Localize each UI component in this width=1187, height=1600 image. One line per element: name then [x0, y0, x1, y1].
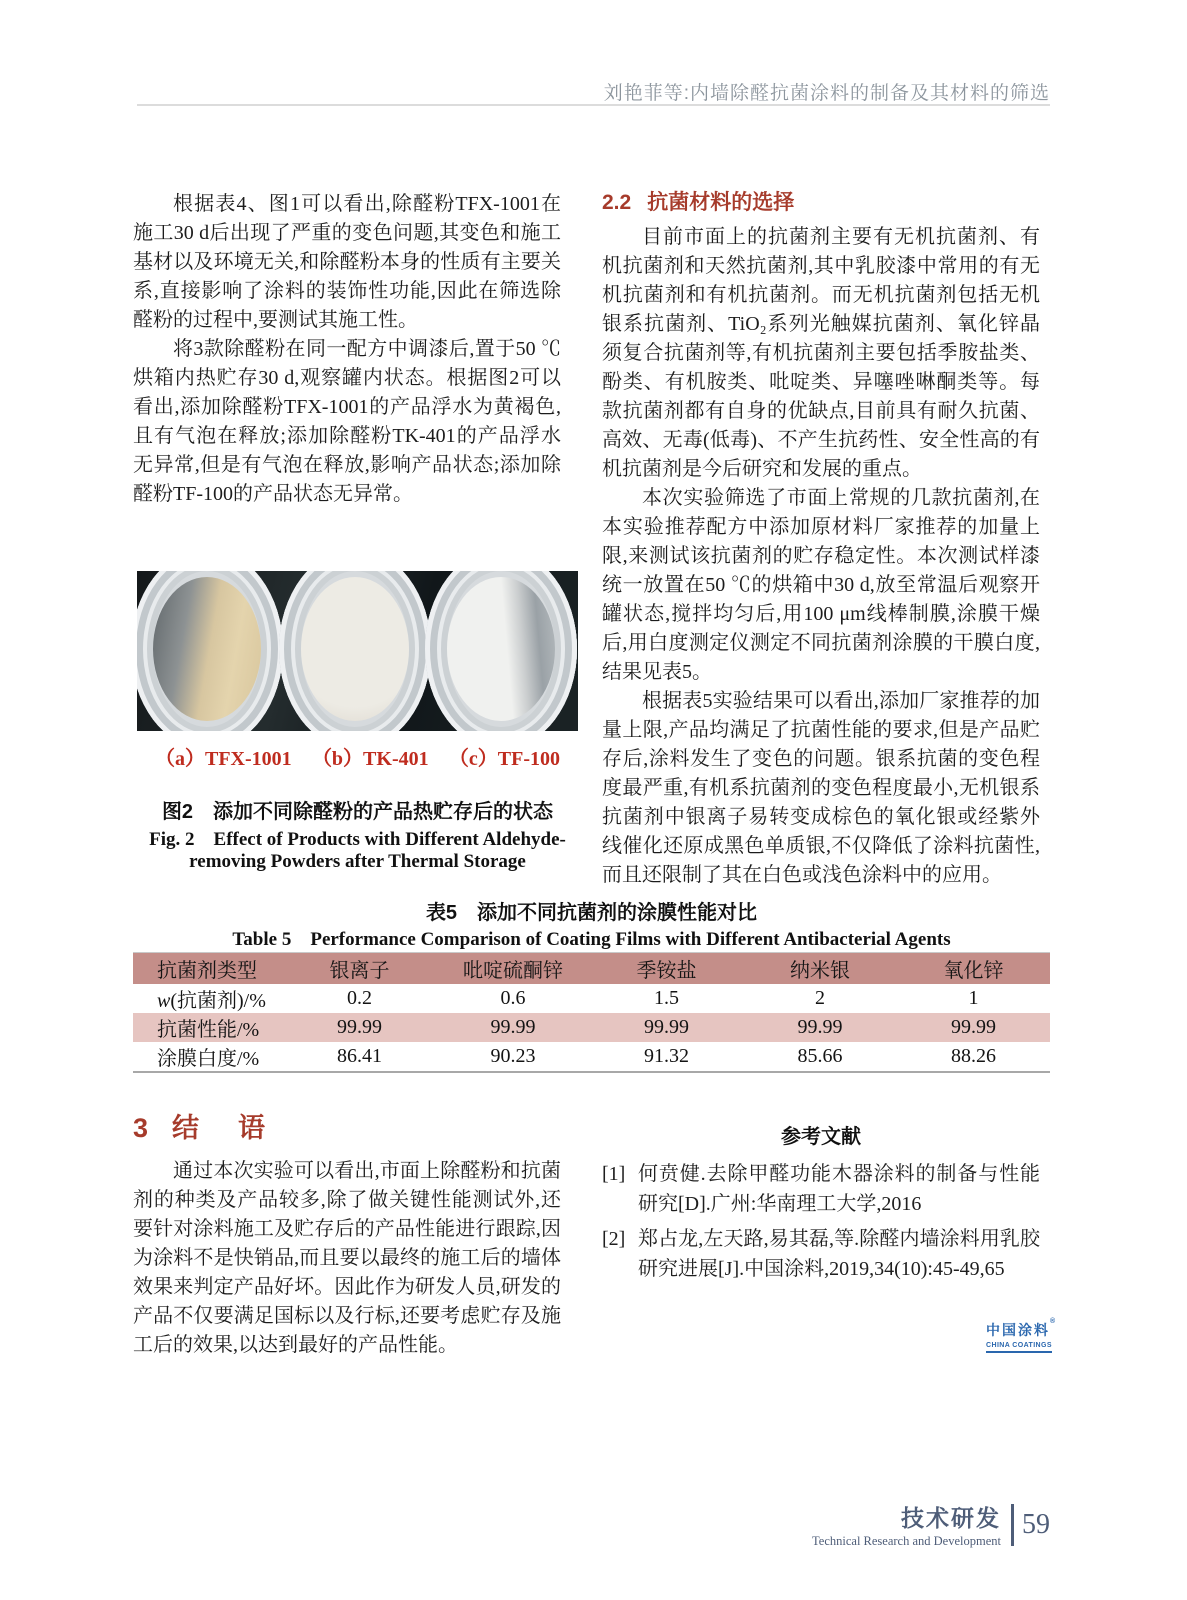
table5-cell: 1.5 [654, 987, 679, 1009]
paragraph: 将3款除醛粉在同一配方中调漆后,置于50 ℃烘箱内热贮存30 d,观察罐内状态。根据图2可以看出,添加除醛粉TFX-1001的产品浮水为黄褐色,且有气泡在释放;添加除醛粉TK-401的产品浮水无异常,但是有气泡在释放,影响产品状态;添加除醛粉TF-100的产品状态无异常。 [133, 338, 561, 505]
figure2-photo [137, 571, 578, 731]
table5-header-cell: 纳米银 [743, 953, 897, 985]
paragraph: 根据表5实验结果可以看出,添加厂家推荐的加量上限,产品均满足了抗菌性能的要求,但是产品贮存后,涂料发生了变色的问题。银系抗菌的变色程度最严重,有机系抗菌剂的变色程度最小,无机银系抗菌剂中银离子易转变成棕色的氧化银或经紫外线催化还原成黑色单质银,不仅降低了涂料抗菌性,而且还限制了其在白色或浅色涂料中的应用。 [602, 690, 1040, 886]
table5-row-whiteness [133, 1042, 1050, 1072]
reference-text: 何贲健.去除甲醛功能木器涂料的制备与性能研究[D].广州:华南理工大学,2016 [638, 1163, 1040, 1215]
reference-item [602, 1224, 1040, 1284]
table5-cell: 99.99 [743, 1013, 897, 1042]
header-rule [137, 104, 1050, 106]
sample-cup-tf100 [425, 571, 577, 731]
table5-title-en: Table 5 Performance Comparison of Coating Films with Different Antibacterial Agents [232, 929, 951, 950]
table5-cell: 99.99 [897, 1013, 1050, 1042]
table5-title-zh: 表5 添加不同抗菌剂的涂膜性能对比 [425, 902, 758, 924]
table5-header-cell: 季铵盐 [590, 953, 743, 985]
paint-surface-yellowbrown [153, 577, 261, 721]
paragraph: 本次实验筛选了市面上常规的几款抗菌剂,在本实验推荐配方中添加原材料厂家推荐的加量上限,来测试该抗菌剂的贮存稳定性。本次测试样漆统一放置在50 ℃的烘箱中30 d,放至常温后观察开罐状态,搅拌均匀后,用100 μm线棒制膜,涂膜干燥后,用白度测定仪测定不同抗菌剂涂膜的干膜白度,结果见表5。 [602, 487, 1040, 683]
table5-row-label [133, 1042, 283, 1072]
table5-header-cell: 氧化锌 [897, 953, 1050, 985]
figure2-caption-zh: 图2 添加不同除醛粉的产品热贮存后的状态 [161, 801, 554, 823]
section-3-heading [133, 1106, 561, 1145]
table5-cell: 2 [815, 987, 825, 1009]
logo-zh-label: 中国涂料 [986, 1322, 1050, 1338]
registered-mark-icon: ® [1050, 1318, 1058, 1325]
table5-cell: 1 [968, 987, 979, 1009]
right-column [602, 186, 1040, 890]
reference-item [602, 1159, 1040, 1219]
paragraph: 根据表4、图1可以看出,除醛粉TFX-1001在施工30 d后出现了严重的变色问题,其变色和施工基材以及环境无关,和除醛粉本身的性质有主要关系,直接影响了涂料的装饰性功能,因此在筛选除醛粉的过程中,要测试其施工性。 [133, 193, 561, 331]
left-column [133, 190, 561, 509]
table5-cell: 90.23 [490, 1045, 536, 1067]
footer-divider [1011, 1504, 1014, 1546]
figure2-caption-en-line2: removing Powders after Thermal Storage [189, 851, 526, 872]
reference-marker: [2] [602, 1228, 626, 1250]
paint-surface-white [301, 577, 409, 721]
references-heading: 参考文献 [781, 1126, 861, 1148]
table5-header-cell: 吡啶硫酮锌 [436, 953, 590, 985]
reference-marker: [1] [602, 1163, 626, 1185]
footer [812, 1500, 1050, 1549]
running-head: 刘艳菲等:内墙除醛抗菌涂料的制备及其材料的筛选 [603, 83, 1050, 104]
row-label-text: 抗菌性能/% [157, 1019, 260, 1041]
logo-zh-text [986, 1318, 1058, 1340]
table5-header-cell: 银离子 [283, 953, 436, 985]
row-label-text: 涂膜白度/% [157, 1048, 260, 1070]
table5-row-label [133, 984, 283, 1013]
table5-cell: 99.99 [436, 1013, 590, 1042]
section-number: 3 [133, 1113, 149, 1143]
china-coatings-logo [986, 1318, 1058, 1353]
table5-cell: 85.66 [797, 1045, 843, 1067]
table5-cell: 99.99 [283, 1013, 436, 1042]
footer-section-en: Technical Research and Development [812, 1534, 1001, 1548]
table5-header-row [133, 953, 1050, 985]
table5-row-dosage [133, 984, 1050, 1013]
paint-surface-white-gray [447, 577, 555, 721]
reference-text: 郑占龙,左天路,易其磊,等.除醛内墙涂料用乳胶研究进展[J].中国涂料,2019,34(10):45-49,65 [638, 1228, 1040, 1280]
figure2-label-a: （a）TFX-1001 [155, 748, 292, 770]
logo-en-text: CHINA COATINGS [986, 1342, 1052, 1349]
table5-cell: 86.41 [337, 1045, 382, 1067]
table5-cell: 0.2 [347, 987, 372, 1009]
table5-row-label [133, 1013, 283, 1042]
italic-w: w [157, 990, 171, 1012]
section-title: 结 语 [172, 1113, 272, 1143]
footer-section-zh: 技术研发 [901, 1505, 1001, 1531]
table5-cell: 0.6 [500, 987, 526, 1009]
paragraph: 通过本次实验可以看出,市面上除醛粉和抗菌剂的种类及产品较多,除了做关键性能测试外,还要针对涂料施工及贮存后的产品性能进行跟踪,因为涂料不是快销品,而且要以最终的施工后的墙体效果来判定产品好坏。因此作为研发人员,研发的产品不仅要满足国标以及行标,还要考虑贮存及施工后的效果,以达到最好的产品性能。 [133, 1160, 561, 1356]
table5-header-cell: 抗菌剂类型 [133, 953, 283, 985]
sample-cup-tfx1001 [137, 571, 283, 731]
figure2-caption-en-line1: Fig. 2 Effect of Products with Different Aldehyde- [149, 829, 566, 850]
table5-cell: 99.99 [590, 1013, 743, 1042]
figure2-label-b: （b）TK-401 [311, 748, 429, 770]
figure2-sublabels [137, 742, 578, 771]
logo-underline [986, 1351, 1052, 1353]
footer-section-labels [812, 1500, 1001, 1549]
paragraph: 目前市面上的抗菌剂主要有无机抗菌剂、有机抗菌剂和天然抗菌剂,其中乳胶漆中常用的有无机抗菌剂和有机抗菌剂。而无机抗菌剂包括无机银系抗菌剂、TiO₂系列光触媒抗菌剂、氧化锌晶须复合抗菌剂等,有机抗菌剂主要包括季胺盐类、酚类、有机胺类、吡啶类、异噻唑啉酮类等。每款抗菌剂都有自身的优缺点,目前具有耐久抗菌、高效、无毒(低毒)、不产生抗药性、安全性高的有机抗菌剂是今后研究和发展的重点。 [602, 226, 1040, 480]
table5-cell: 88.26 [951, 1045, 996, 1067]
figure2-label-c: （c）TF-100 [448, 748, 560, 770]
row-label-text: (抗菌剂)/% [170, 990, 266, 1012]
table5 [133, 952, 1050, 1073]
table5-cell: 91.32 [644, 1045, 689, 1067]
section-3 [133, 1106, 561, 1360]
section-2-2-heading [602, 186, 1040, 216]
table5-row-antibacterial [133, 1013, 1050, 1042]
sample-cup-tk401 [279, 571, 431, 731]
section-number: 2.2 [602, 191, 632, 214]
references [602, 1120, 1040, 1289]
section-title: 抗菌材料的选择 [647, 191, 795, 214]
page-number: 59 [1022, 1508, 1050, 1540]
